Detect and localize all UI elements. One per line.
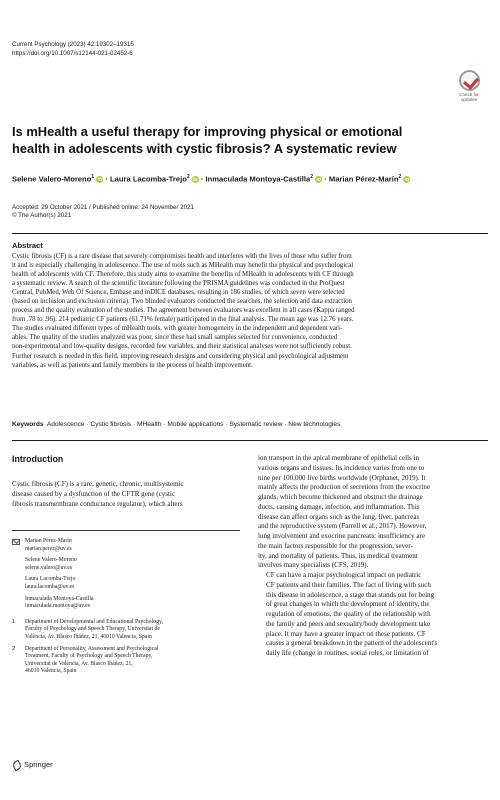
body-line: of great changes in which the development of identity, the: [266, 600, 430, 609]
body-line: glands, which become thickened and obstruct the drainage: [258, 493, 423, 501]
affiliation-line: Faculty of Psychology and Speech Therapy, Universitat de: [25, 626, 160, 633]
body-line: the main factors responsible for the progression, sever-: [258, 541, 413, 550]
body-line: ion transport in the apical membrane of epithelial cells in: [258, 454, 420, 462]
body-line: disease caused by a dysfunction of the CFTR gene (cystic: [12, 489, 176, 498]
abstract-line: Further research is needed in this field, improving research designs and considering physical and psychological adjustment: [12, 352, 349, 360]
contact-entry: [25, 557, 240, 572]
contact-name: Selene Valero-Moreno: [25, 557, 77, 564]
article-title: [12, 124, 482, 157]
affiliation-number: 1: [12, 618, 16, 625]
envelope-icon: [12, 539, 20, 545]
contact-entry: [25, 538, 240, 553]
author-name[interactable]: Marian Pérez-Marín: [328, 174, 399, 184]
body-line: daily life (change in routines, social roles, or limitation of: [266, 649, 429, 657]
affiliation-entry: [12, 646, 240, 676]
footnote-rule: [12, 530, 240, 531]
body-line: lung involvement and exocrine pancreatic insufficiency are: [258, 532, 425, 540]
dates-line: Accepted: 29 October 2021 / Published online: 24 November 2021: [12, 204, 194, 211]
author-name[interactable]: Inmaculada Montoya-Castilla: [205, 174, 311, 184]
contact-name: Inmaculada Montoya-Castilla: [25, 595, 94, 602]
abstract-line: it and is especially challenging in adolescence. The use of tools such as MHealth may benefit the physical and psychological: [12, 262, 354, 270]
orcid-icon[interactable]: iD: [316, 176, 321, 182]
body-line: and the reproductive system (Farrell et al., 2017). However,: [258, 522, 427, 531]
contact-email[interactable]: marian.perez@uv.es: [25, 545, 72, 552]
abstract-line: from .78 to .96). 214 pediatric CF patients (61.71% female) participated in the final analysis. The mean age was 12.76 years.: [12, 316, 354, 324]
abstract-body: [12, 252, 488, 370]
body-line: the family and peers and sexuality/body development take: [266, 619, 431, 628]
keywords-label: Keywords: [12, 421, 44, 428]
affiliation-line: Department of Personality, Assessment and Psychological: [25, 645, 159, 652]
body-line: various organs and tissues. Its incidence varies from one to: [258, 463, 425, 472]
body-line: CF can have a major psychological impact on pediatric: [266, 571, 422, 579]
keywords-text: Adolescence · Cystic fibrosis · MHealth · Mobile applications · Systematic review · New technologies: [46, 421, 341, 428]
affiliation-entry: [12, 619, 240, 642]
contact-name: Marian Pérez-Marín: [25, 538, 72, 544]
abstract-line: process and the quality evaluation of the studies. The agreement between evaluators was excellent in all cases (Kappa ranged: [12, 307, 355, 315]
check-updates-icon: [459, 70, 480, 91]
abstract-line: Cystic fibrosis (CF) is a rare disease that severely compromises health and interferes with the lives of those who suffer from: [12, 253, 352, 260]
abstract-line: The studies evaluated different types of mHealth tools, with greater homogeneity in the independent and dependent vari-: [12, 325, 343, 333]
check-for-updates-badge[interactable]: [455, 70, 483, 110]
author-separator: ·: [105, 174, 108, 184]
abstract-line: (based on inclusion and exclusion criteria). Two blinded evaluators conducted the searches, the selection and data extraction: [12, 298, 352, 306]
contact-email[interactable]: selene.valero@uv.es: [25, 564, 73, 571]
abstract-line: variables, as well as patients and family members in the process of health improvement.: [12, 361, 253, 369]
abstract-line: a systematic review. A search of the scientific literature following the PRISMA guidelines was conducted in the ProQuest: [12, 280, 345, 288]
affiliation-line: Department of Developmental and Educational Psychology,: [25, 618, 163, 625]
author-affiliation: 1: [91, 174, 95, 180]
body-line: mainly affects the production of secretions from the exocrine: [258, 483, 431, 492]
contact-entry: [25, 596, 240, 611]
journal-citation: [12, 41, 134, 58]
copyright-line: © The Author(s) 2021: [12, 212, 72, 220]
paragraph: [258, 571, 488, 659]
orcid-icon[interactable]: iD: [193, 176, 198, 182]
abstract-bottom-rule: [12, 440, 488, 441]
springer-horse-icon: [12, 760, 21, 769]
check-updates-label: Check for updates: [459, 92, 479, 102]
author-name[interactable]: Selene Valero-Moreno: [12, 174, 92, 184]
abstract-line: health of adolescents with CF. Therefore, this study aims to examine the benefits of MHealth in adolescents with CF through: [12, 271, 354, 279]
author-name[interactable]: Laura Lacomba-Trejo: [110, 174, 187, 184]
author-affiliation: 2: [310, 174, 313, 180]
publication-dates: [12, 204, 194, 220]
introduction-left-column: [12, 480, 240, 509]
affiliation-number: 2: [12, 645, 16, 652]
body-line: disease can affect organs such as the lung, liver, pancreas: [258, 512, 420, 521]
contact-email[interactable]: inmaculada.montoya@uv.es: [25, 603, 90, 610]
affiliation-line: 46010 Valencia, Spain: [25, 668, 77, 675]
abstract-line: non-experimental and low-quality designs, recorded few variables, and their statistical analyses were not sufficiently robust.: [12, 343, 352, 351]
body-line: Cystic fibrosis (CF) is a rare, genetic, chronic, multisystemic: [12, 480, 184, 488]
introduction-right-column: [258, 454, 488, 659]
author-affiliation: 2: [398, 174, 402, 180]
author-separator: ·: [200, 174, 204, 184]
body-line: place. It may have a greater impact on these patients. CF: [266, 629, 426, 638]
abstract-heading: Abstract: [12, 241, 43, 250]
abstract-top-rule: [12, 233, 488, 234]
publisher-logo: [12, 760, 53, 769]
contact-block: [12, 538, 240, 615]
abstract-line: Central, PubMed, Web Of Science, Embase and inDICE databases, resulting in 186 studies, of which seven were selected: [12, 289, 345, 297]
title-line: health in adolescents with cystic fibrosis? A systematic review: [12, 140, 397, 156]
body-line: this disease in adolescence, a stage that stands out for being: [266, 590, 435, 599]
paragraph: [258, 454, 488, 571]
affiliation-line: València, Av. Blasco Ibáñez, 21, 46010 Valencia, Spain: [25, 633, 152, 640]
author-footnotes: [12, 538, 240, 680]
body-line: regulation of emotions, the quality of the relationship with: [266, 610, 431, 618]
keywords: [12, 420, 488, 429]
title-line: Is mHealth a useful therapy for improving physical or emotional: [12, 124, 403, 139]
author-separator: ·: [324, 174, 327, 184]
doi-link[interactable]: https://doi.org/10.1007/s12144-021-02452-6: [12, 49, 133, 57]
contact-name: Laura Lacomba-Trejo: [25, 576, 76, 583]
body-line: CF patients and their families. The fact of living with such: [266, 580, 431, 589]
body-line: fibrosis transmembrane conductance regulator), which alters: [12, 499, 183, 508]
introduction-heading: Introduction: [12, 454, 64, 464]
contact-entry: [25, 576, 240, 591]
body-line: ducts, causing damage, infection, and inflammation. This: [258, 502, 420, 511]
body-line: ity, and mortality of patients. Thus, its medical treatment: [258, 551, 418, 560]
orcid-icon[interactable]: iD: [404, 176, 410, 182]
author-list: [12, 172, 492, 185]
author-affiliation: 2: [186, 174, 190, 180]
body-line: involves many specialists (CFS, 2019).: [258, 561, 369, 570]
abstract-line: ables. The quality of the studies analyzed was poor, since these had small samples selected for convenience, conducted: [12, 334, 338, 342]
affiliation-line: Universitat de València, Av. Blasco Ibáñez, 21,: [25, 660, 133, 667]
affiliation-line: Treatment, Faculty of Psychology and Speech Therapy,: [25, 653, 153, 660]
body-line: nine per 100,000 live births worldwide (Orphanet, 2019). It: [258, 473, 426, 482]
body-line: causes a general breakdown in the pattern of the adolescent's: [266, 639, 438, 648]
orcid-icon[interactable]: iD: [97, 176, 102, 182]
publisher-name: Springer: [24, 760, 53, 769]
contact-email[interactable]: laura.lacomba@uv.es: [25, 583, 75, 590]
journal-line: Current Psychology (2023) 42:19302–19315: [12, 41, 134, 48]
